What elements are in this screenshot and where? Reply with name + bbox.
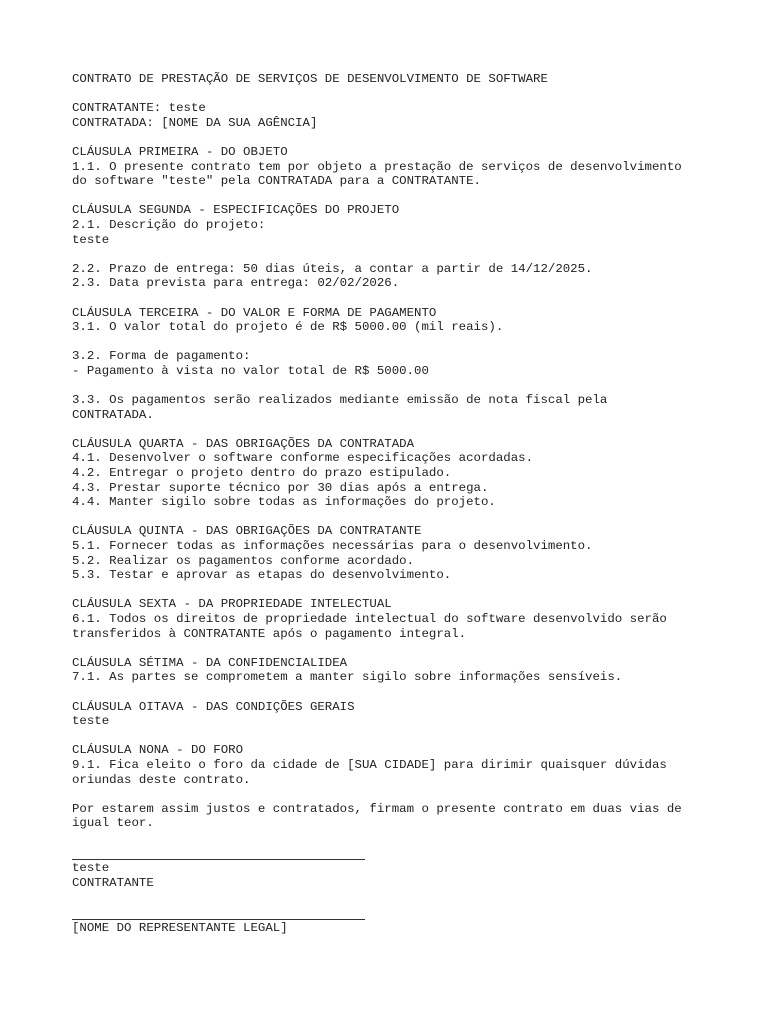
contract-document [72, 72, 712, 936]
contratante-signature-role: CONTRATANTE [72, 876, 154, 891]
closing-text: Por estarem assim justos e contratados, firmam o presente contrato em duas vias de [72, 801, 682, 816]
clause-8-heading: CLÁUSULA OITAVA - DAS CONDIÇÕES GERAIS [72, 699, 355, 714]
clause-4-text: 4.4. Manter sigilo sobre todas as informações do projeto. [72, 495, 496, 510]
spacer [72, 291, 712, 306]
clause-3-heading: CLÁUSULA TERCEIRA - DO VALOR E FORMA DE PAGAMENTO [72, 305, 437, 320]
clause-1-text: do software "teste" pela CONTRATADA para a CONTRATANTE. [72, 174, 481, 189]
clause-3-text: CONTRATADA. [72, 407, 154, 422]
spacer [72, 130, 712, 145]
clause-2-text: 2.2. Prazo de entrega: 50 dias úteis, a contar a partir de 14/12/2025. [72, 261, 593, 276]
clause-1-text: 1.1. O presente contrato tem por objeto a prestação de serviços de desenvolvimento [72, 159, 682, 174]
clause-3-text: 3.1. O valor total do projeto é de R$ 5000.00 (mil reais). [72, 320, 504, 335]
contratante-signature-name: teste [72, 861, 110, 876]
spacer [72, 583, 712, 598]
clause-4-heading: CLÁUSULA QUARTA - DAS OBRIGAÇÕES DA CONTRATADA [72, 436, 415, 451]
clause-6-text: transferidos à CONTRATANTE após o pagamento integral. [72, 626, 467, 641]
spacer [72, 685, 712, 700]
clause-3-text: 3.2. Forma de pagamento: [72, 349, 251, 364]
spacer [72, 378, 712, 393]
clause-6-heading: CLÁUSULA SEXTA - DA PROPRIEDADE INTELECTUAL [72, 597, 392, 612]
spacer [72, 729, 712, 744]
clause-4-text: 4.1. Desenvolver o software conforme especificações acordadas. [72, 451, 534, 466]
spacer [72, 891, 712, 906]
spacer [72, 335, 712, 350]
spacer [72, 87, 712, 102]
contratada-line: CONTRATADA: [NOME DA SUA AGÊNCIA] [72, 115, 318, 130]
clause-9-heading: CLÁUSULA NONA - DO FORO [72, 743, 244, 758]
spacer [72, 641, 712, 656]
contratante-signature-line [72, 845, 365, 860]
clause-7-heading: CLÁUSULA SÉTIMA - DA CONFIDENCIALIDEA [72, 655, 348, 670]
clause-1-heading: CLÁUSULA PRIMEIRA - DO OBJETO [72, 144, 288, 159]
clause-5-text: 5.3. Testar e aprovar as etapas do desenvolvimento. [72, 568, 452, 583]
clause-5-text: 5.1. Fornecer todas as informações necessárias para o desenvolvimento. [72, 539, 593, 553]
contratada-signature-name: [NOME DO REPRESENTANTE LEGAL] [72, 921, 288, 936]
spacer [72, 247, 712, 262]
spacer [72, 787, 712, 802]
clause-9-text: 9.1. Fica eleito o foro da cidade de [SUA CIDADE] para dirimir quaisquer dúvidas [72, 757, 667, 772]
clause-4-text: 4.3. Prestar suporte técnico por 30 dias após a entrega. [72, 480, 489, 495]
closing-text: igual teor. [72, 816, 154, 831]
clause-2-text: 2.1. Descrição do projeto: [72, 217, 266, 232]
clause-3-text: 3.3. Os pagamentos serão realizados mediante emissão de nota fiscal pela [72, 393, 608, 408]
clause-9-text: oriundas deste contrato. [72, 772, 251, 787]
spacer [72, 189, 712, 204]
clause-2-text: teste [72, 232, 110, 247]
document-title: CONTRATO DE PRESTAÇÃO DE SERVIÇOS DE DESENVOLVIMENTO DE SOFTWARE [72, 72, 548, 86]
clause-3-text: - Pagamento à vista no valor total de R$ 5000.00 [72, 363, 429, 378]
clause-6-text: 6.1. Todos os direitos de propriedade intelectual do software desenvolvido serão [72, 611, 667, 626]
contratada-signature-line [72, 905, 365, 920]
spacer [72, 510, 712, 525]
clause-2-text: 2.3. Data prevista para entrega: 02/02/2026. [72, 276, 400, 291]
spacer [72, 831, 712, 846]
clause-8-text: teste [72, 714, 110, 729]
clause-2-heading: CLÁUSULA SEGUNDA - ESPECIFICAÇÕES DO PROJETO [72, 203, 400, 218]
clause-4-text: 4.2. Entregar o projeto dentro do prazo estipulado. [72, 466, 452, 481]
contratante-line: CONTRATANTE: teste [72, 101, 206, 116]
clause-7-text: 7.1. As partes se comprometem a manter sigilo sobre informações sensíveis. [72, 670, 623, 685]
spacer [72, 422, 712, 437]
clause-5-heading: CLÁUSULA QUINTA - DAS OBRIGAÇÕES DA CONTRATANTE [72, 524, 422, 539]
clause-5-text: 5.2. Realizar os pagamentos conforme acordado. [72, 553, 415, 568]
